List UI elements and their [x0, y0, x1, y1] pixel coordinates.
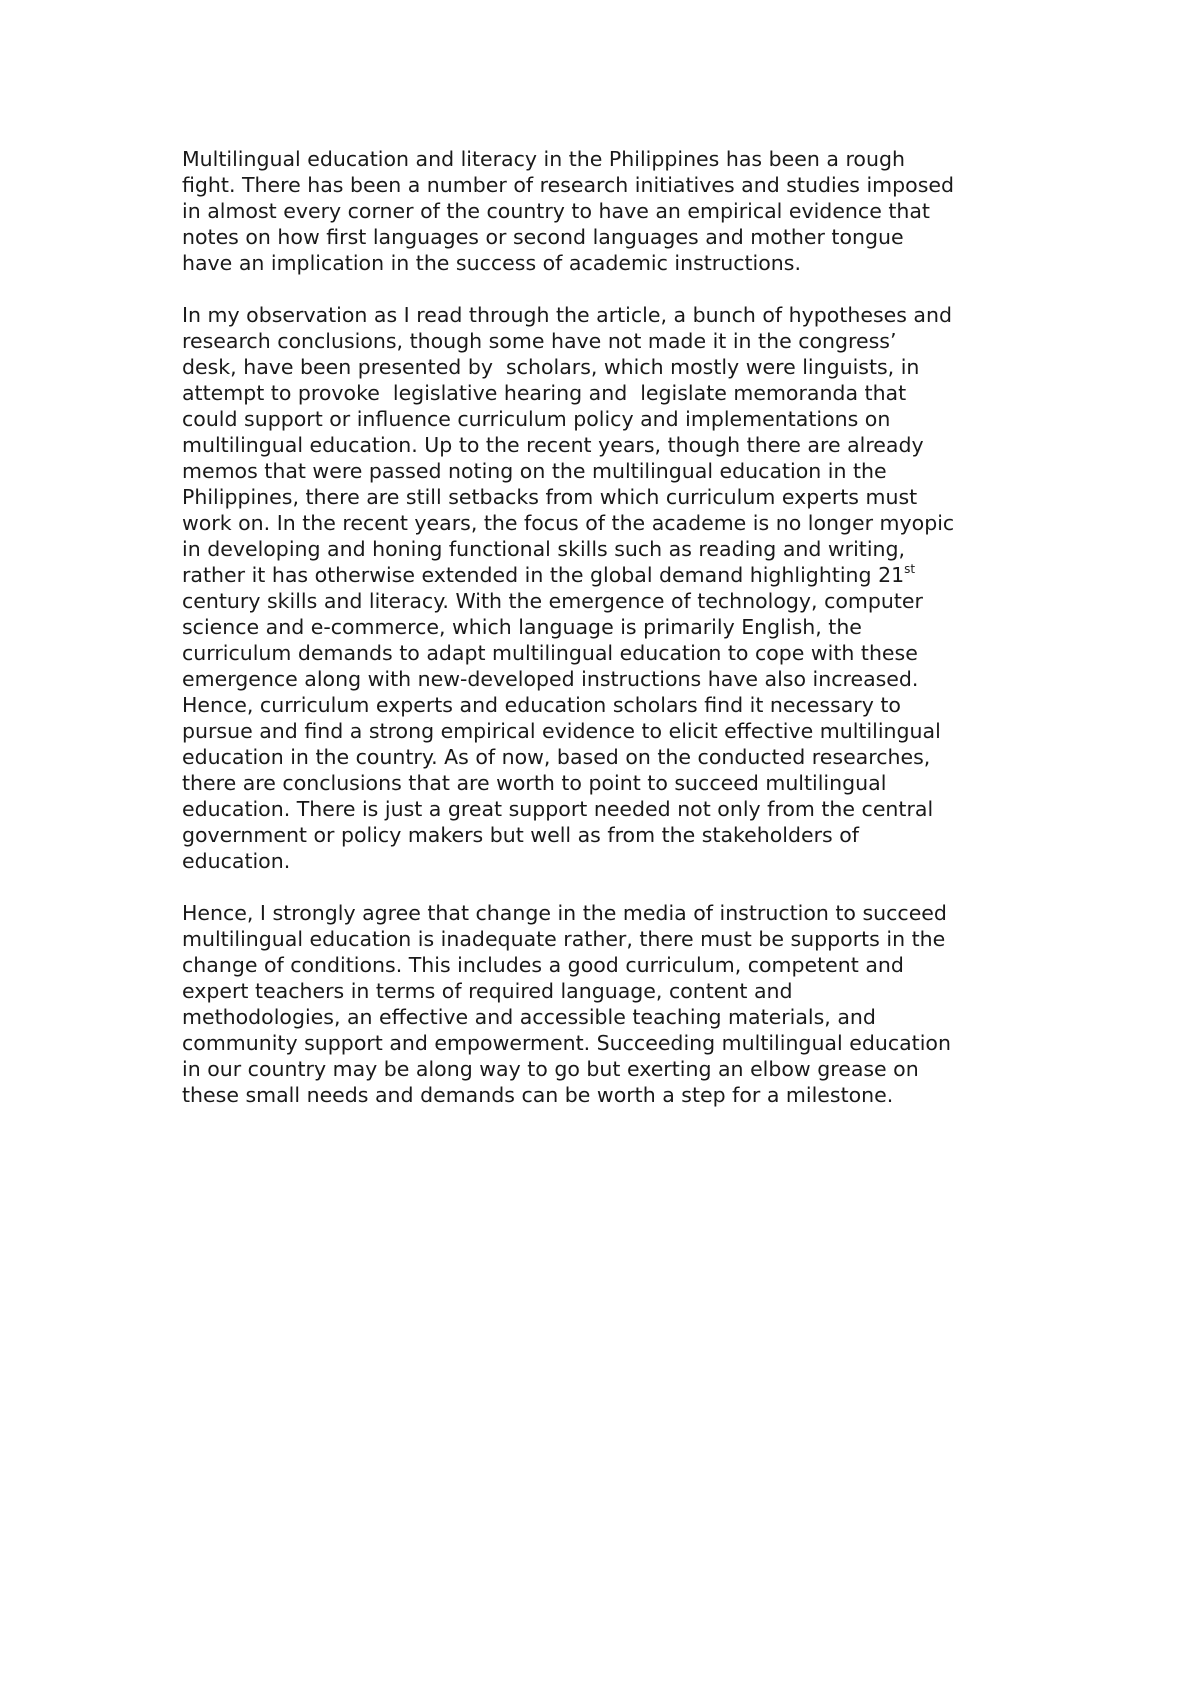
text-line: Hence, curriculum experts and education scholars find it necessary to: [182, 693, 901, 717]
text-line: science and e-commerce, which language is primarily English, the: [182, 615, 862, 639]
paragraph-spacer: [182, 276, 1042, 302]
text-line: pursue and find a strong empirical evidence to elicit effective multilingual: [182, 719, 941, 743]
document-body: [182, 146, 1042, 1108]
text-line: desk, have been presented by scholars, which mostly were linguists, in: [182, 355, 920, 379]
text-line: research conclusions, though some have not made it in the congress’: [182, 329, 897, 353]
text-line: these small needs and demands can be worth a step for a milestone.: [182, 1083, 894, 1107]
text-line: Multilingual education and literacy in the Philippines has been a rough: [182, 147, 905, 171]
text-line: work on. In the recent years, the focus of the academe is no longer myopic: [182, 511, 955, 535]
text-line: fight. There has been a number of research initiatives and studies imposed: [182, 173, 954, 197]
text-line: community support and empowerment. Succeeding multilingual education: [182, 1031, 951, 1055]
paragraph-3: [182, 900, 1042, 1108]
text-line: memos that were passed noting on the multilingual education in the: [182, 459, 887, 483]
text-line: multilingual education is inadequate rather, there must be supports in the: [182, 927, 946, 951]
text-line: emergence along with new-developed instructions have also increased.: [182, 667, 919, 691]
text-line: have an implication in the success of academic instructions.: [182, 251, 801, 275]
text-line: in developing and honing functional skills such as reading and writing,: [182, 537, 906, 561]
text-line: government or policy makers but well as from the stakeholders of: [182, 823, 860, 847]
text-line: expert teachers in terms of required language, content and: [182, 979, 793, 1003]
text-line: curriculum demands to adapt multilingual education to cope with these: [182, 641, 918, 665]
text-line: there are conclusions that are worth to point to succeed multilingual: [182, 771, 887, 795]
ordinal-superscript: st: [904, 562, 916, 576]
paragraph-2: [182, 302, 1042, 874]
text-line: notes on how first languages or second languages and mother tongue: [182, 225, 904, 249]
text-line: century skills and literacy. With the emergence of technology, computer: [182, 589, 923, 613]
paragraph-1: [182, 146, 1042, 276]
text-line: in our country may be along way to go but exerting an elbow grease on: [182, 1057, 919, 1081]
text-line: change of conditions. This includes a good curriculum, competent and: [182, 953, 904, 977]
text-line: methodologies, an effective and accessible teaching materials, and: [182, 1005, 876, 1029]
text-line: education in the country. As of now, based on the conducted researches,: [182, 745, 931, 769]
text-line: education. There is just a great support needed not only from the central: [182, 797, 934, 821]
text-line-with-superscript: [182, 562, 1042, 588]
paragraph-spacer: [182, 874, 1042, 900]
text-line: could support or influence curriculum policy and implementations on: [182, 407, 891, 431]
text-line: Philippines, there are still setbacks from which curriculum experts must: [182, 485, 918, 509]
text-line: In my observation as I read through the article, a bunch of hypotheses and: [182, 303, 953, 327]
text-line: attempt to provoke legislative hearing and legislate memoranda that: [182, 381, 907, 405]
text-line: education.: [182, 849, 291, 873]
text-line: multilingual education. Up to the recent years, though there are already: [182, 433, 924, 457]
text-segment: rather it has otherwise extended in the global demand highlighting 21: [182, 563, 905, 587]
text-line: Hence, I strongly agree that change in the media of instruction to succeed: [182, 901, 947, 925]
text-line: in almost every corner of the country to have an empirical evidence that: [182, 199, 930, 223]
